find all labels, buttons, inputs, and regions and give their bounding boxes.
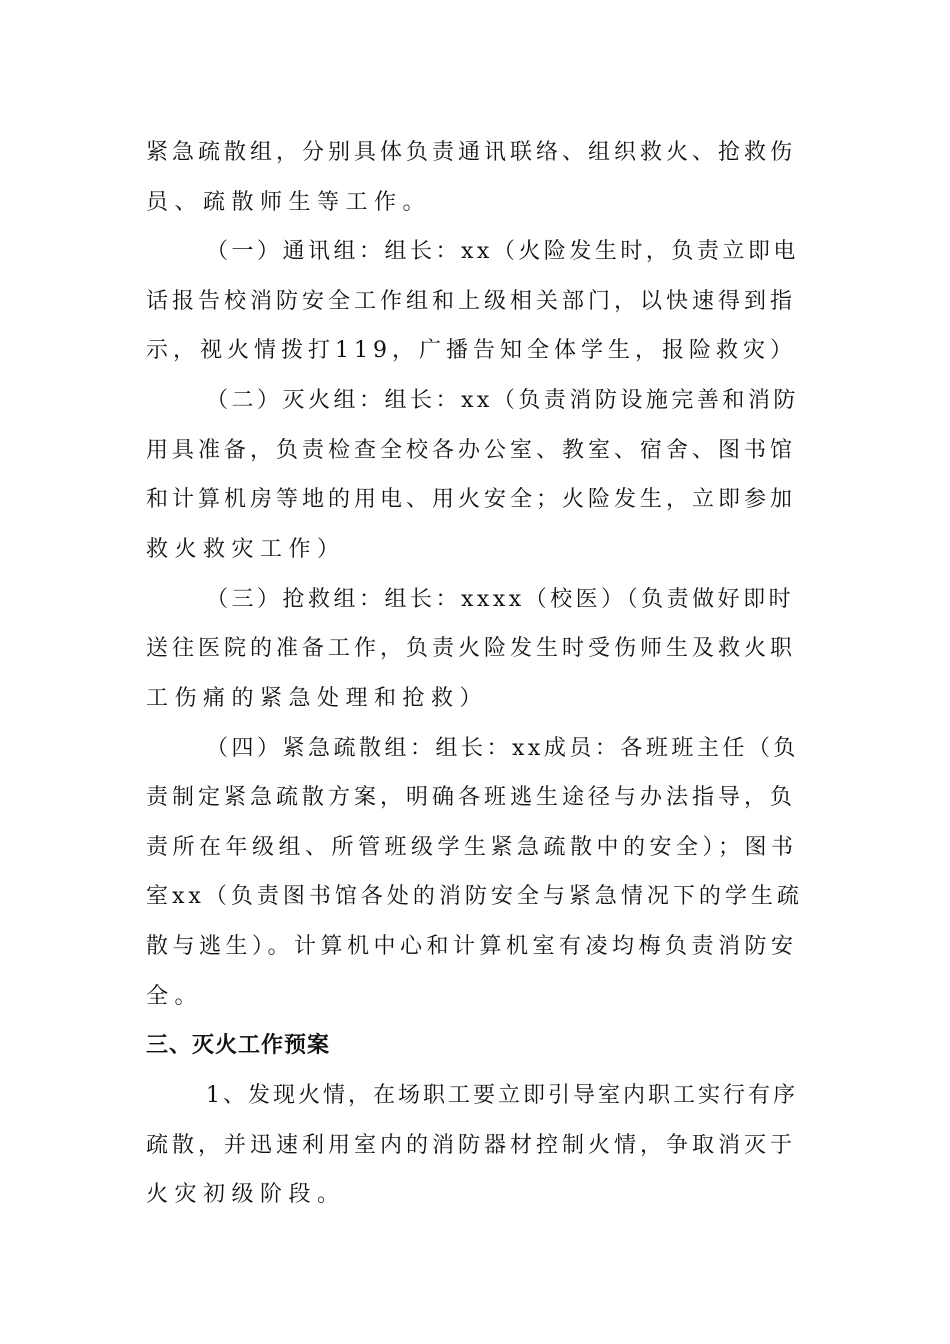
paragraph-line: 话报告校消防安全工作组和上级相关部门，以快速得到指 [146, 289, 797, 314]
paragraph-line: 员、疏散师生等工作。 [146, 190, 432, 215]
paragraph-line: 火灾初级阶段。 [146, 1182, 346, 1207]
section-communication-line: （一）通讯组：组长：xx（火险发生时，负责立即电 [206, 239, 799, 264]
paragraph-line: 责制定紧急疏散方案，明确各班逃生途径与办法指导，负 [146, 785, 797, 810]
section-heading: 三、灭火工作预案 [146, 1033, 331, 1058]
paragraph-line: 紧急疏散组，分别具体负责通讯联络、组织救火、抢救伤 [146, 140, 797, 165]
paragraph-line: 全。 [146, 984, 204, 1009]
paragraph-line: 散与逃生）。计算机中心和计算机室有凌均梅负责消防安 [146, 934, 798, 959]
paragraph-line: 救火救灾工作） [146, 537, 346, 562]
section-firefighting-line: （二）灭火组：组长：xx（负责消防设施完善和消防 [206, 388, 799, 413]
section-rescue-line: （三）抢救组：组长：xxxx（校医）（负责做好即时 [206, 587, 795, 612]
paragraph-line: 用具准备，负责检查全校各办公室、教室、宿舍、图书馆 [146, 438, 797, 463]
paragraph-line: 1、发现火情，在场职工要立即引导室内职工实行有序 [206, 1083, 798, 1108]
paragraph-line: 示，视火情拨打119，广播告知全体学生，报险救灾） [146, 338, 797, 363]
paragraph-line: 责所在年级组、所管班级学生紧急疏散中的安全）；图书 [146, 835, 798, 860]
paragraph-line: 工伤痛的紧急处理和抢救） [146, 686, 489, 711]
paragraph-line: 和计算机房等地的用电、用火安全；火险发生，立即参加 [146, 487, 797, 512]
paragraph-line: 室xx（负责图书馆各处的消防安全与紧急情况下的学生疏 [146, 884, 803, 909]
section-evacuation-line: （四）紧急疏散组：组长：xx成员：各班班主任（负 [206, 736, 799, 761]
paragraph-line: 疏散，并迅速利用室内的消防器材控制火情，争取消灭于 [146, 1133, 797, 1158]
paragraph-line: 送往医院的准备工作，负责火险发生时受伤师生及救火职 [146, 636, 797, 661]
